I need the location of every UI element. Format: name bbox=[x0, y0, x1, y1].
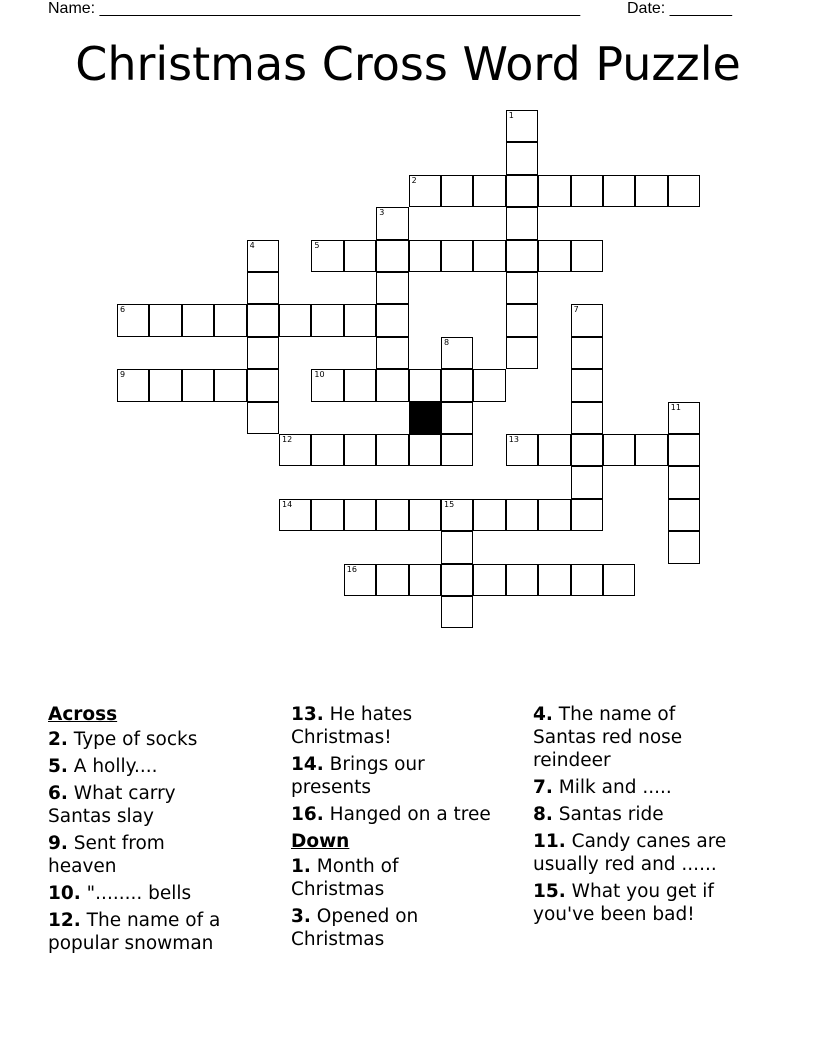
black-square bbox=[409, 402, 441, 434]
cell-number: 5 bbox=[314, 240, 320, 250]
grid-cell[interactable] bbox=[538, 499, 570, 531]
cell-number: 10 bbox=[314, 370, 325, 380]
grid-cell[interactable] bbox=[182, 369, 214, 401]
grid-cell[interactable] bbox=[506, 240, 538, 272]
cell-number: 3 bbox=[379, 208, 385, 218]
grid-cell[interactable] bbox=[214, 304, 246, 336]
grid-cell[interactable] bbox=[441, 564, 473, 596]
grid-cell[interactable] bbox=[376, 272, 408, 304]
grid-cell[interactable] bbox=[603, 175, 635, 207]
across-clue: 9. Sent from heaven bbox=[48, 833, 165, 877]
cell-number: 15 bbox=[444, 499, 455, 509]
grid-cell[interactable] bbox=[441, 402, 473, 434]
grid-cell[interactable] bbox=[344, 304, 376, 336]
grid-cell[interactable] bbox=[376, 564, 408, 596]
grid-cell[interactable] bbox=[311, 499, 343, 531]
down-clue: 3. Opened on Christmas bbox=[291, 906, 419, 950]
across-clue: 10. "........ bells bbox=[48, 883, 192, 904]
down-clue: 1. Month of Christmas bbox=[291, 856, 399, 900]
grid-cell[interactable] bbox=[247, 304, 279, 336]
grid-cell[interactable] bbox=[117, 304, 149, 336]
grid-cell[interactable] bbox=[506, 337, 538, 369]
grid-cell[interactable] bbox=[409, 499, 441, 531]
grid-cell[interactable] bbox=[376, 434, 408, 466]
grid-cell[interactable] bbox=[571, 337, 603, 369]
grid-cell[interactable] bbox=[571, 564, 603, 596]
date-field-label: Date: _______ bbox=[627, 0, 732, 17]
grid-cell[interactable] bbox=[311, 434, 343, 466]
cell-number: 14 bbox=[282, 499, 293, 509]
cell-number: 12 bbox=[282, 435, 293, 444]
grid-cell[interactable] bbox=[279, 434, 311, 466]
grid-cell[interactable] bbox=[441, 240, 473, 272]
down-clue: 11. Candy canes are usually red and ...... bbox=[533, 831, 727, 875]
clues-column-3 bbox=[533, 703, 773, 930]
grid-cell[interactable] bbox=[247, 272, 279, 304]
down-clue: 8. Santas ride bbox=[533, 804, 664, 825]
grid-cell[interactable] bbox=[506, 207, 538, 239]
grid-cell[interactable] bbox=[376, 499, 408, 531]
cell-number: 6 bbox=[120, 305, 126, 315]
grid-cell[interactable] bbox=[571, 402, 603, 434]
grid-cell[interactable] bbox=[441, 369, 473, 401]
grid-cell[interactable] bbox=[344, 499, 376, 531]
cell-number: 11 bbox=[670, 402, 681, 412]
grid-cell[interactable] bbox=[603, 434, 635, 466]
cell-number: 2 bbox=[411, 175, 417, 185]
grid-cell[interactable] bbox=[441, 337, 473, 369]
grid-cell[interactable] bbox=[668, 434, 700, 466]
grid-cell[interactable] bbox=[376, 304, 408, 336]
clues-column-2 bbox=[291, 703, 531, 955]
grid-cell[interactable] bbox=[571, 240, 603, 272]
grid-cell[interactable] bbox=[344, 369, 376, 401]
grid-cell[interactable] bbox=[668, 499, 700, 531]
grid-cell[interactable] bbox=[149, 369, 181, 401]
grid-cell[interactable] bbox=[506, 434, 538, 466]
grid-cell[interactable] bbox=[473, 499, 505, 531]
grid-cell[interactable] bbox=[506, 272, 538, 304]
grid-cell[interactable] bbox=[376, 240, 408, 272]
grid-cell[interactable] bbox=[668, 402, 700, 434]
grid-cell[interactable] bbox=[506, 304, 538, 336]
grid-cell[interactable] bbox=[473, 564, 505, 596]
grid-cell[interactable] bbox=[506, 142, 538, 174]
cell-number: 13 bbox=[508, 435, 519, 444]
across-clue: 5. A holly.... bbox=[48, 756, 158, 777]
grid-cell[interactable] bbox=[376, 369, 408, 401]
grid-cell[interactable] bbox=[571, 369, 603, 401]
grid-cell[interactable] bbox=[473, 240, 505, 272]
grid-cell[interactable] bbox=[376, 207, 408, 239]
grid-cell[interactable] bbox=[506, 564, 538, 596]
grid-cell[interactable] bbox=[441, 434, 473, 466]
grid-cell[interactable] bbox=[668, 175, 700, 207]
grid-cell[interactable] bbox=[571, 434, 603, 466]
across-clue: 6. What carry Santas slay bbox=[48, 783, 176, 827]
grid-cell[interactable] bbox=[506, 110, 538, 142]
grid-cell[interactable] bbox=[117, 369, 149, 401]
grid-cell[interactable] bbox=[247, 369, 279, 401]
cell-number: 1 bbox=[508, 111, 514, 120]
down-heading: Down bbox=[291, 831, 350, 852]
grid-cell[interactable] bbox=[571, 466, 603, 498]
grid-cell[interactable] bbox=[441, 499, 473, 531]
across-clue: 2. Type of socks bbox=[48, 729, 198, 750]
grid-cell[interactable] bbox=[182, 304, 214, 336]
cell-number: 4 bbox=[249, 240, 255, 250]
name-field-label: Name: ______________________________________________________ bbox=[48, 0, 581, 17]
across-heading: Across bbox=[48, 704, 118, 725]
grid-cell[interactable] bbox=[409, 240, 441, 272]
clues-column-1 bbox=[48, 703, 288, 959]
cell-number: 9 bbox=[120, 370, 126, 380]
grid-cell[interactable] bbox=[247, 337, 279, 369]
grid-cell[interactable] bbox=[311, 369, 343, 401]
grid-cell[interactable] bbox=[214, 369, 246, 401]
grid-cell[interactable] bbox=[571, 304, 603, 336]
grid-cell[interactable] bbox=[409, 434, 441, 466]
down-clue: 4. The name of Santas red nose reindeer bbox=[533, 704, 683, 771]
down-clue: 7. Milk and ..... bbox=[533, 777, 672, 798]
grid-cell[interactable] bbox=[571, 499, 603, 531]
across-clue: 13. He hates Christmas! bbox=[291, 704, 413, 748]
grid-cell[interactable] bbox=[279, 304, 311, 336]
across-clue: 14. Brings our presents bbox=[291, 754, 425, 798]
grid-cell[interactable] bbox=[279, 499, 311, 531]
grid-cell[interactable] bbox=[538, 175, 570, 207]
across-clue: 16. Hanged on a tree bbox=[291, 804, 491, 825]
grid-cell[interactable] bbox=[506, 175, 538, 207]
grid-cell[interactable] bbox=[409, 564, 441, 596]
across-clue: 12. The name of a popular snowman bbox=[48, 910, 221, 954]
grid-cell[interactable] bbox=[376, 337, 408, 369]
grid-cell[interactable] bbox=[441, 531, 473, 563]
grid-cell[interactable] bbox=[473, 369, 505, 401]
grid-cell[interactable] bbox=[635, 434, 667, 466]
grid-cell[interactable] bbox=[409, 175, 441, 207]
grid-cell[interactable] bbox=[473, 175, 505, 207]
grid-cell[interactable] bbox=[668, 531, 700, 563]
cell-number: 7 bbox=[573, 305, 579, 315]
grid-cell[interactable] bbox=[603, 564, 635, 596]
grid-cell[interactable] bbox=[538, 434, 570, 466]
grid-cell[interactable] bbox=[247, 402, 279, 434]
cell-number: 16 bbox=[346, 564, 357, 574]
grid-cell[interactable] bbox=[311, 240, 343, 272]
grid-cell[interactable] bbox=[311, 304, 343, 336]
grid-cell[interactable] bbox=[409, 369, 441, 401]
grid-cell[interactable] bbox=[344, 240, 376, 272]
grid-cell[interactable] bbox=[571, 175, 603, 207]
grid-cell[interactable] bbox=[247, 240, 279, 272]
grid-cell[interactable] bbox=[538, 564, 570, 596]
grid-cell[interactable] bbox=[149, 304, 181, 336]
cell-number: 8 bbox=[444, 337, 450, 347]
page-title: Christmas Cross Word Puzzle bbox=[75, 37, 741, 91]
grid-cell[interactable] bbox=[635, 175, 667, 207]
down-clue: 15. What you get if you've been bad! bbox=[533, 881, 714, 925]
grid-cell[interactable] bbox=[441, 596, 473, 628]
grid-cell[interactable] bbox=[668, 466, 700, 498]
grid-cell[interactable] bbox=[441, 175, 473, 207]
grid-cell[interactable] bbox=[538, 240, 570, 272]
grid-cell[interactable] bbox=[344, 564, 376, 596]
grid-cell[interactable] bbox=[344, 434, 376, 466]
grid-cell[interactable] bbox=[506, 499, 538, 531]
